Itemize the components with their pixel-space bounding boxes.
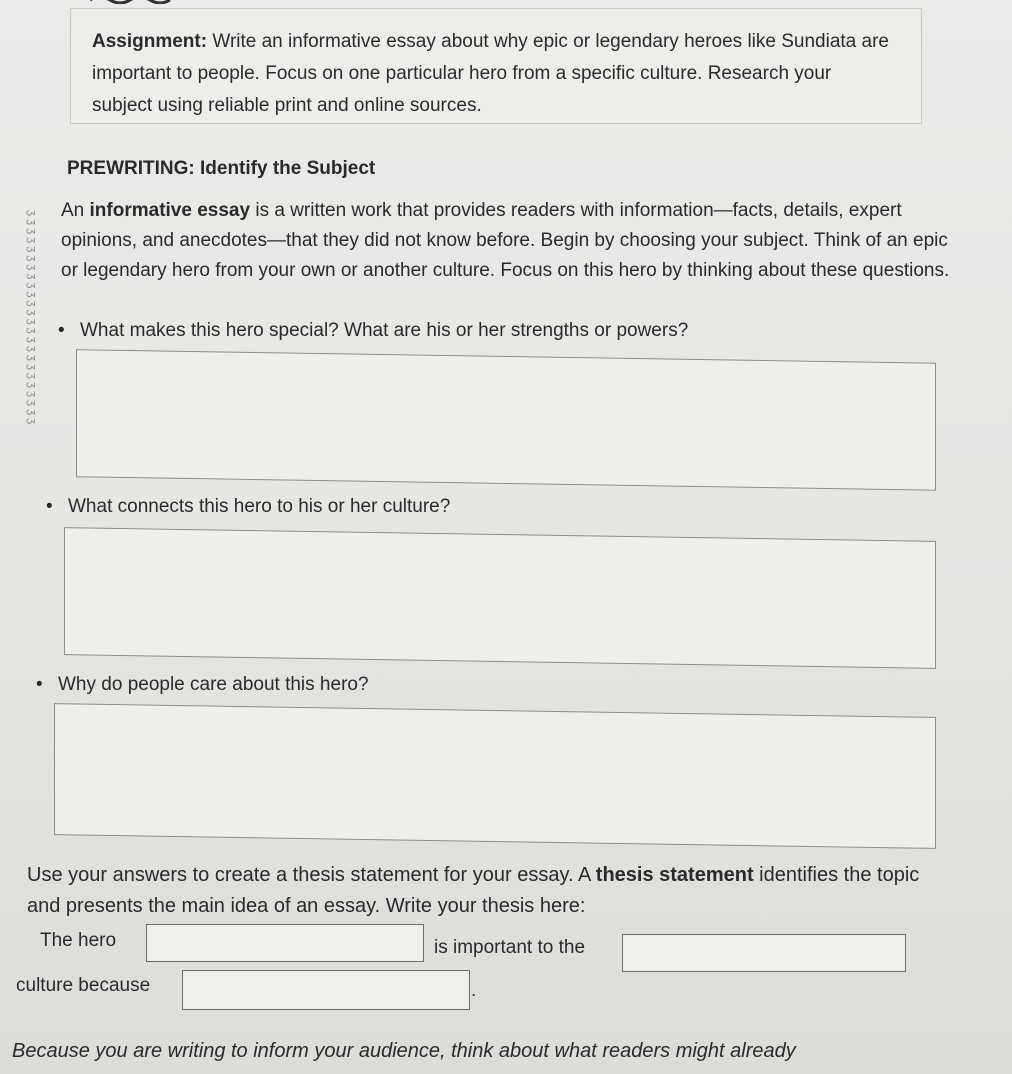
closing-text: Because you are writing to inform your audience, think about what readers might already: [12, 1040, 796, 1062]
prewriting-intro: [61, 196, 961, 286]
bullet: •: [58, 320, 65, 341]
question-1: [58, 320, 688, 342]
assignment-text: [92, 26, 892, 122]
thesis-part-3: culture because: [16, 975, 151, 996]
question-3-text: Why do people care about this hero?: [58, 674, 369, 695]
assignment-label: Assignment:: [92, 31, 208, 52]
prewriting-heading: PREWRITING: Identify the Subject: [67, 158, 376, 179]
thesis-culture-box[interactable]: [622, 934, 906, 972]
bullet: •: [36, 674, 43, 695]
thesis-intro-start: Use your answers to create a thesis statement for your essay. A: [27, 864, 596, 886]
intro-text-end: is a written work that provides readers with information—facts, details, expert opinions, and anecdotes—that they did not know before. Begin by choosing your subject. Think of an epic or legendary hero from your own or another culture. Focus on this hero by thinking about these questions.: [61, 200, 950, 281]
thesis-part-2: is important to the: [434, 937, 586, 958]
intro-text-start: An: [61, 200, 90, 221]
thesis-part-1: The hero: [40, 930, 117, 951]
answer-box-2[interactable]: [64, 527, 936, 669]
bullet: •: [46, 496, 53, 517]
assignment-body: Write an informative essay about why epic or legendary heroes like Sundiata are important to people. Focus on one particular hero from a specific culture. Research your subject using reliable print and online sources.: [92, 31, 889, 116]
thesis-term: thesis statement: [595, 864, 754, 886]
answer-box-1[interactable]: [76, 349, 936, 491]
question-3: [36, 674, 369, 696]
question-1-text: What makes this hero special? What are his or her strengths or powers?: [80, 320, 689, 341]
question-2: [46, 496, 450, 518]
intro-term: informative essay: [89, 200, 251, 221]
margin-pencil-marks: ʒ ʒ ʒ ʒ ʒ ʒ ʒ ʒ ʒ ʒ ʒ ʒ ʒ ʒ ʒ ʒ ʒ ʒ ʒ ʒ ʒ ʒ ʒ ʒ: [26, 210, 38, 425]
thesis-period: .: [471, 980, 477, 1001]
thesis-intro: [27, 860, 927, 922]
thesis-because-box[interactable]: [182, 970, 470, 1010]
thesis-hero-box[interactable]: [146, 924, 424, 962]
answer-box-3[interactable]: [54, 703, 936, 849]
thesis-intro-end: identifies the topic and presents the main idea of an essay. Write your thesis here:: [27, 864, 920, 917]
question-2-text: What connects this hero to his or her culture?: [68, 496, 451, 517]
torn-page-edge: [90, 0, 210, 4]
